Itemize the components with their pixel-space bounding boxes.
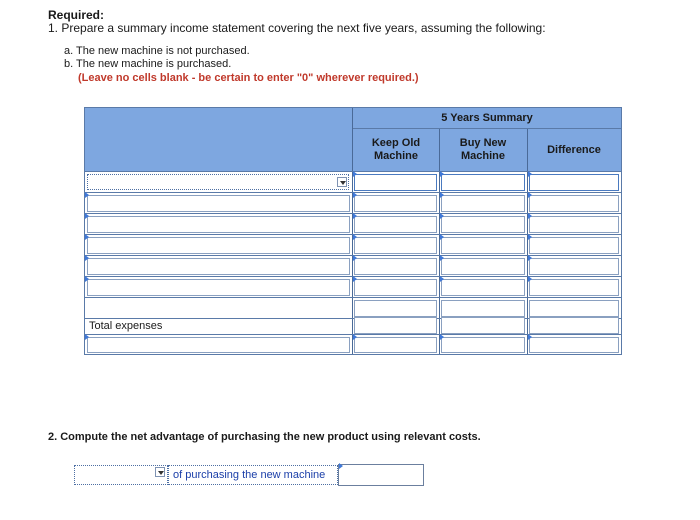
row-final-label-input[interactable] [87,337,350,353]
total-difference-input[interactable] [529,317,619,334]
flag-icon [440,234,444,240]
row-6-buy-new-input[interactable] [441,279,525,296]
flag-icon [528,255,532,261]
row-1-keep-old-input[interactable] [354,174,437,191]
flag-icon [528,192,532,198]
header-divider [353,128,621,129]
chevron-down-icon[interactable] [155,467,165,477]
flag-icon [440,213,444,219]
part1-instruction: 1. Prepare a summary income statement covering the next five years, assuming the following: [48,21,546,35]
row-2-buy-new-input[interactable] [441,195,525,212]
flag-icon [440,255,444,261]
advantage-select[interactable] [74,465,168,485]
row-final-difference-input[interactable] [529,337,619,353]
total-buy-new-input[interactable] [441,317,525,334]
flag-icon [440,276,444,282]
flag-icon [353,255,357,261]
row-5-buy-new-input[interactable] [441,258,525,275]
row-5-label-input[interactable] [87,258,350,275]
difference-header: Difference [547,144,601,156]
flag-icon [528,334,532,340]
option-b: b. The new machine is purchased. [64,58,232,70]
row-5-difference-input[interactable] [529,258,619,275]
total-keep-old-input[interactable] [354,317,437,334]
summary-table [84,107,622,355]
flag-icon [339,463,343,469]
row-1-label-select[interactable] [87,174,349,190]
buy-new-header [439,137,527,163]
flag-icon [353,234,357,240]
blank-cells-note: (Leave no cells blank - be certain to enter "0" wherever required.) [78,72,419,84]
row-4-buy-new-input[interactable] [441,237,525,254]
row-7-keep-old-input[interactable] [354,300,437,317]
row-3-difference-input[interactable] [529,216,619,233]
row-final-keep-old-input[interactable] [354,337,437,353]
buy-new-line1: Buy New [459,137,507,149]
keep-old-line1: Keep Old [371,137,421,149]
flag-icon [440,334,444,340]
flag-icon [528,213,532,219]
flag-icon [85,255,89,261]
flag-icon [440,192,444,198]
row-2-label-input[interactable] [87,195,350,212]
flag-icon [85,234,89,240]
row-4-keep-old-input[interactable] [354,237,437,254]
flag-icon [353,192,357,198]
five-years-summary-header: 5 Years Summary [441,112,533,124]
row-7-difference-input[interactable] [529,300,619,317]
row-line [85,297,621,298]
required-title: Required: [48,8,105,22]
flag-icon [353,276,357,282]
total-expenses-label: Total expenses [89,320,163,332]
row-2-keep-old-input[interactable] [354,195,437,212]
row-3-label-input[interactable] [87,216,350,233]
row-7-buy-new-input[interactable] [441,300,525,317]
row-3-buy-new-input[interactable] [441,216,525,233]
flag-icon [353,171,357,177]
row-3-keep-old-input[interactable] [354,216,437,233]
keep-old-line2: Machine [373,150,418,162]
row-6-difference-input[interactable] [529,279,619,296]
row-1-buy-new-input[interactable] [441,174,525,191]
row-2-difference-input[interactable] [529,195,619,212]
row-final-buy-new-input[interactable] [441,337,525,353]
flag-icon [85,213,89,219]
row-4-difference-input[interactable] [529,237,619,254]
row-6-keep-old-input[interactable] [354,279,437,296]
option-a: a. The new machine is not purchased. [64,45,250,57]
keep-old-header [353,137,439,163]
flag-icon [85,276,89,282]
flag-icon [353,334,357,340]
flag-icon [353,213,357,219]
row-5-keep-old-input[interactable] [354,258,437,275]
row-1-difference-input[interactable] [529,174,619,191]
flag-icon [528,171,532,177]
net-advantage-input[interactable] [338,464,424,486]
flag-icon [528,234,532,240]
col-divider-3 [527,129,528,354]
flag-icon [528,276,532,282]
col-divider-2 [439,129,440,354]
advantage-suffix-label: of purchasing the new machine [173,469,326,481]
chevron-down-icon[interactable] [337,177,347,187]
row-4-label-input[interactable] [87,237,350,254]
flag-icon [85,192,89,198]
flag-icon [85,334,89,340]
flag-icon [440,171,444,177]
corner-header-bg [85,108,353,129]
buy-new-line2: Machine [460,150,505,162]
part2-instruction: 2. Compute the net advantage of purchasing the new product using relevant costs. [48,431,481,443]
row-6-label-input[interactable] [87,279,350,296]
